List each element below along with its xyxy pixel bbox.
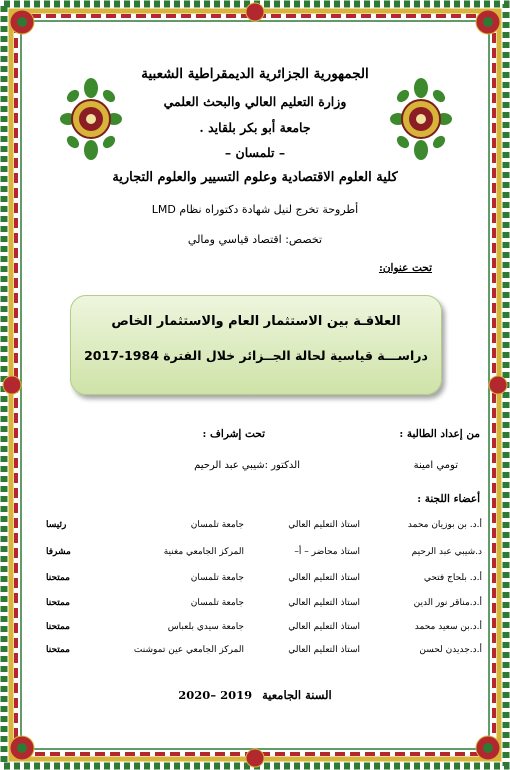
thesis-subtitle: دراســـة قياسية لحالة الجــزائر خلال الفترة 1984-2017 [84,348,428,363]
jury-member-role: مشرفا [46,547,71,557]
jury-member-rank: استاذ التعليم العالي [288,598,360,608]
republic-name: الجمهورية الجزائرية الديمقراطية الشعبية [141,66,369,82]
jury-member-rank: استاذ التعليم العالي [288,573,360,583]
jury-label: أعضاء اللجنة : [417,493,480,505]
jury-member-name: أ.د.جديدن لحسن [419,645,482,655]
jury-member-rank: استاذ التعليم العالي [288,520,360,530]
jury-member-role: ممتحنا [46,573,71,583]
jury-member-role: ممتحنا [46,645,71,655]
jury-row [30,520,482,538]
student-label: من إعداد الطالبة : [399,428,480,440]
jury-member-role: ممتحنا [46,622,71,632]
thesis-type: أطروحة تخرج لنيل شهادة دكتوراه نظام LMD [151,203,359,216]
jury-row [30,622,482,640]
academic-year-value: 2019 –2020 [178,688,253,702]
jury-member-name: د.شيبي عبد الرحيم [411,547,482,557]
jury-member-rank: استاذ محاضر – أ– [294,547,360,557]
jury-member-institution: جامعة سيدي بلعباس [167,622,244,632]
jury-member-rank: استاذ التعليم العالي [288,645,360,655]
jury-member-name: أ.د. بن بوزيان محمد [407,520,482,530]
jury-row [30,547,482,565]
jury-member-role: ممتحنا [46,598,71,608]
jury-row [30,645,482,663]
jury-member-role: رئيسا [46,520,67,530]
ministry-name: وزارة التعليم العالي والبحث العلمي [163,94,347,109]
university-name: جامعة أبو بكر بلقايد . [199,120,311,135]
jury-row [30,573,482,591]
jury-member-institution: المركز الجامعي عين تموشنت [133,645,244,655]
student-name: تومي امينة [413,460,458,471]
jury-row [30,598,482,616]
faculty-name: كلية العلوم الاقتصادية وعلوم التسيير والعلوم التجارية [112,170,398,185]
jury-member-institution: المركز الجامعي مغنية [163,547,244,557]
title-label: تحت عنوان: [378,262,432,274]
jury-member-rank: استاذ التعليم العالي [288,622,360,632]
city-name: – تلمسان – [224,145,286,160]
title-box [70,295,442,395]
jury-member-name: أ.د.بن سعيد محمد [414,622,482,632]
academic-year [130,688,380,702]
jury-member-name: أ.د. بلحاج فتحي [423,573,482,583]
jury-member-name: أ.د.مناقر نور الدين [413,598,482,608]
thesis-title: العلاقـة بين الاستثمار العام والاستثمار الخاص [111,314,401,329]
academic-year-label: السنة الجامعية [262,688,332,702]
jury-member-institution: جامعة تلمسان [190,598,244,608]
supervisor-name: الدكتور :شيبي عبد الرحيم [194,460,300,471]
jury-member-institution: جامعة تلمسان [190,520,244,530]
jury-member-institution: جامعة تلمسان [190,573,244,583]
supervisor-label: تحت إشراف : [202,428,265,440]
specialty: تخصص: اقتصاد قياسي ومالي [187,233,323,246]
